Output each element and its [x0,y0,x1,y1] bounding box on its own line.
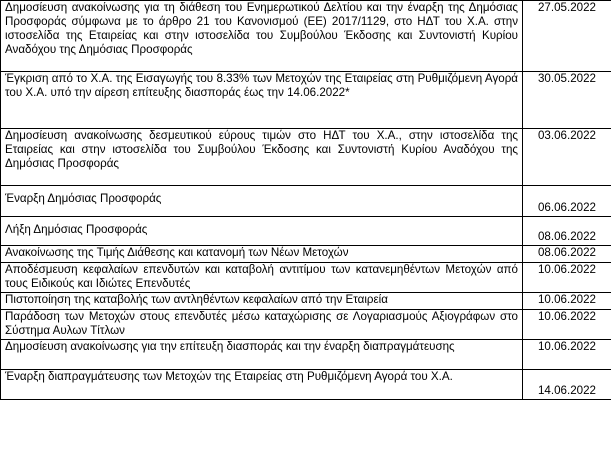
event-description: Δημοσίευση ανακοίνωσης για τη διάθεση του Ενημερωτικού Δελτίου και την έναρξη της Δημόσιας Προσφοράς σύμφωνα με το άρθρο 21 του Κανονισμού (ΕΕ) 2017/1129, στο ΗΔΤ του Χ.Α. στην ιστοσελίδα της Εταιρείας και στην ιστοσελίδα του Συμβούλου Έκδοσης και Συντονιστή Κυρίου Αναδόχου της Δημόσιας Προσφοράς [1,1,523,72]
event-description: Έγκριση από το Χ.Α. της Εισαγωγής του 8.33% των Μετοχών της Εταιρείας στη Ρυθμιζόμενη Αγορά του Χ.Α. υπό την αίρεση επίτευξης διασποράς έως την 14.06.2022* [1,72,523,129]
table-row [1,129,611,186]
table-row [1,340,611,370]
table-row [1,310,611,340]
table-row [1,370,611,400]
event-description: Παράδοση των Μετοχών στους επενδυτές μέσω καταχώρισης σε Λογαριασμούς Αξιογράφων στο Σύστημα Αυλων Τίτλων [1,310,523,340]
event-description: Ανακοίνωσης της Τιμής Διάθεσης και κατανομή των Νέων Μετοχών [1,246,523,263]
table-row [1,293,611,310]
event-date: 08.06.2022 [523,217,611,246]
table-row [1,217,611,246]
table-row [1,246,611,263]
event-date: 14.06.2022 [523,370,611,400]
event-description: Δημοσίευση ανακοίνωσης για την επίτευξη διασποράς και την έναρξη διαπραγμάτευσης [1,340,523,370]
table-row [1,72,611,129]
table-row [1,263,611,293]
event-description: Λήξη Δημόσιας Προσφοράς [1,217,523,246]
event-date: 03.06.2022 [523,129,611,186]
event-date: 27.05.2022 [523,1,611,72]
event-description: Έναρξη διαπραγμάτευσης των Μετοχών της Εταιρείας στη Ρυθμιζόμενη Αγορά του Χ.Α. [1,370,523,400]
event-date: 08.06.2022 [523,246,611,263]
event-date: 10.06.2022 [523,263,611,293]
event-description: Αποδέσμευση κεφαλαίων επενδυτών και καταβολή αντιτίμου των κατανεμηθέντων Μετοχών από τους Ειδικούς και Ιδιώτες Επενδυτές [1,263,523,293]
event-date: 10.06.2022 [523,293,611,310]
event-date: 30.05.2022 [523,72,611,129]
event-date: 06.06.2022 [523,186,611,217]
event-description: Πιστοποίηση της καταβολής των αντληθέντων κεφαλαίων από την Εταιρεία [1,293,523,310]
event-date: 10.06.2022 [523,340,611,370]
event-description: Δημοσίευση ανακοίνωσης δεσμευτικού εύρους τιμών στο ΗΔΤ του Χ.Α., στην ιστοσελίδα της Εταιρείας και στην ιστοσελίδα του Συμβούλου Έκδοσης και Συντονιστή Κυρίου Αναδόχου της Δημόσιας Προσφοράς [1,129,523,186]
event-description: Έναρξη Δημόσιας Προσφοράς [1,186,523,217]
event-date: 10.06.2022 [523,310,611,340]
table-row [1,186,611,217]
table-row [1,1,611,72]
